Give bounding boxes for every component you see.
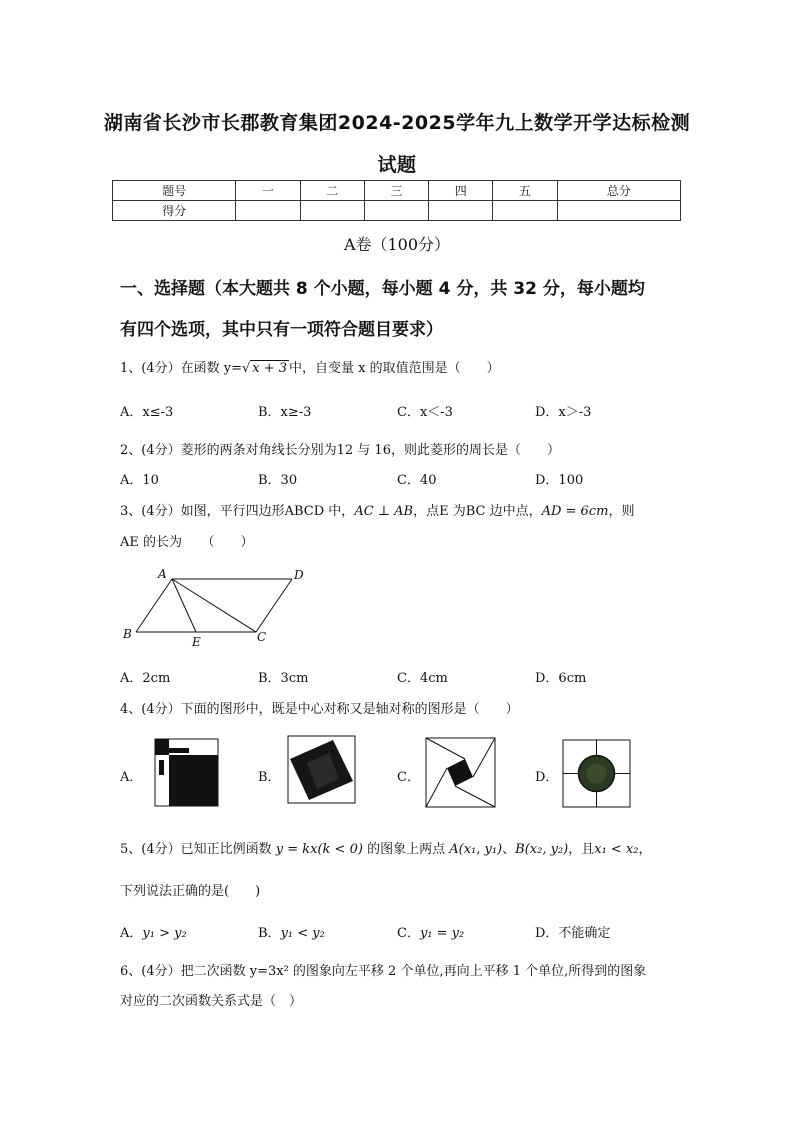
score-empty-cell [429, 201, 493, 221]
q5-option-a-math: y₁ > y₂ [142, 926, 187, 941]
label-b: B [123, 627, 132, 641]
q5-option-b [258, 922, 325, 941]
q5-text-b: 的图象上两点 [367, 842, 446, 857]
q4-option-b-label: B． [258, 770, 281, 785]
score-table [112, 180, 681, 221]
q2-option-d: D．100 [535, 473, 584, 488]
q3-math-ac-perp-ab: AC ⊥ AB [354, 504, 414, 519]
score-cell: 四 [429, 181, 493, 201]
q2-option-b: B．30 [258, 473, 298, 488]
score-empty-cell [493, 201, 557, 221]
q5-option-c-math: y₁ = y₂ [419, 926, 465, 941]
score-table-score-row [113, 201, 681, 221]
question-6-line1: 6、(4分）把二次函数 y=3x² 的图象向左平移 2 个单位,再向上平移 1 个单位,所得到的图象 [120, 964, 647, 979]
q5-option-a-letter: A． [120, 926, 143, 941]
q3-text-a: 3、(4分）如图，平行四边形ABCD 中， [120, 504, 355, 519]
q4-figure-d [562, 739, 632, 809]
q2-option-c: C．40 [397, 473, 437, 488]
label-e: E [192, 635, 201, 649]
q5-text-a: 5、(4分）已知正比例函数 [120, 842, 272, 857]
question-1 [120, 357, 500, 376]
q1-option-b: B．x≥-3 [258, 405, 312, 420]
q5-text-c: ，且 [568, 842, 595, 857]
edge-dc [256, 579, 292, 632]
q5-math-point-a: A(x₁, y₁) [449, 842, 503, 857]
question-3-line2: AE 的长为 （ ） [120, 535, 254, 550]
label-a: A [158, 567, 167, 581]
q5-option-b-math: y₁ < y₂ [280, 926, 325, 941]
score-cell: 五 [493, 181, 557, 201]
part1-heading-line2: 有四个选项，其中只有一项符合题目要求） [120, 320, 443, 340]
q5-math-function: y = kx(k < 0) [275, 842, 363, 857]
q5-option-c-letter: C． [397, 926, 420, 941]
question-4: 4、(4分）下面的图形中，既是中心对称又是轴对称的图形是（ ） [120, 702, 519, 717]
score-cell: 总分 [557, 181, 680, 201]
q3-option-b: B．3cm [258, 671, 309, 686]
q4-figure-a [154, 738, 220, 808]
score-empty-cell [557, 201, 680, 221]
score-cell: 二 [300, 181, 364, 201]
diagonal-ac [172, 579, 256, 632]
score-cell: 题号 [113, 181, 236, 201]
q2-option-a: A．10 [120, 473, 159, 488]
q5-text-d: ， [638, 842, 652, 857]
score-cell: 三 [364, 181, 428, 201]
score-empty-cell [236, 201, 300, 221]
q4-option-c-label: C． [397, 770, 420, 785]
question-3-line1 [120, 500, 634, 519]
section-a-heading: A卷（100分） [343, 235, 451, 254]
score-empty-cell [364, 201, 428, 221]
score-row-label: 得分 [113, 201, 236, 221]
score-table-header-row [113, 181, 681, 201]
q3-option-c: C．4cm [397, 671, 448, 686]
q4-option-d-label: D． [535, 770, 559, 785]
q5-option-c [397, 922, 464, 941]
label-c: C [257, 630, 267, 644]
q1-suffix: 中，自变量 x 的取值范围是（ ） [289, 361, 500, 376]
q4-figure-b [287, 735, 357, 805]
q1-option-c: C．x＜-3 [397, 405, 453, 420]
question-6-line2: 对应的二次函数关系式是（ ） [120, 994, 303, 1009]
question-5-line1 [120, 838, 652, 857]
q3-parallelogram-figure [120, 565, 320, 655]
exam-title-line2: 试题 [377, 154, 417, 176]
q1-option-a: A．x≤-3 [120, 405, 174, 420]
q3-text-c: ，则 [608, 504, 635, 519]
q1-option-d: D．x＞-3 [535, 405, 592, 420]
exam-title-line1: 湖南省长沙市长郡教育集团2024-2025学年九上数学开学达标检测 [103, 112, 691, 134]
score-empty-cell [300, 201, 364, 221]
q3-option-a: A．2cm [120, 671, 171, 686]
q3-option-d: D．6cm [535, 671, 587, 686]
q5-option-b-letter: B． [258, 926, 281, 941]
q1-radicand: x + 3 [252, 361, 288, 376]
q5-sep: 、 [502, 842, 516, 857]
edge-ab [136, 579, 172, 632]
q3-text-b: ，点E 为BC 边中点， [413, 504, 542, 519]
score-cell: 一 [236, 181, 300, 201]
sqrt-symbol: √ [241, 361, 251, 376]
part1-heading-line1: 一、选择题（本大题共 8 个小题，每小题 4 分，共 32 分，每小题均 [120, 279, 645, 299]
q5-option-a [120, 922, 187, 941]
question-2: 2、(4分）菱形的两条对角线长分别为12 与 16，则此菱形的周长是（ ） [120, 443, 560, 458]
label-d: D [294, 568, 304, 582]
q5-option-d: D．不能确定 [535, 926, 611, 941]
q1-prefix: 1、(4分）在函数 y= [120, 361, 242, 376]
q5-math-point-b: B(x₂, y₂) [515, 842, 569, 857]
q4-figure-c [425, 737, 497, 809]
q4-option-a-label: A． [120, 770, 143, 785]
question-5-line2: 下列说法正确的是( ) [120, 884, 261, 899]
q3-math-ad: AD = 6cm [541, 504, 609, 519]
q5-math-condition: x₁ < x₂ [594, 842, 639, 857]
